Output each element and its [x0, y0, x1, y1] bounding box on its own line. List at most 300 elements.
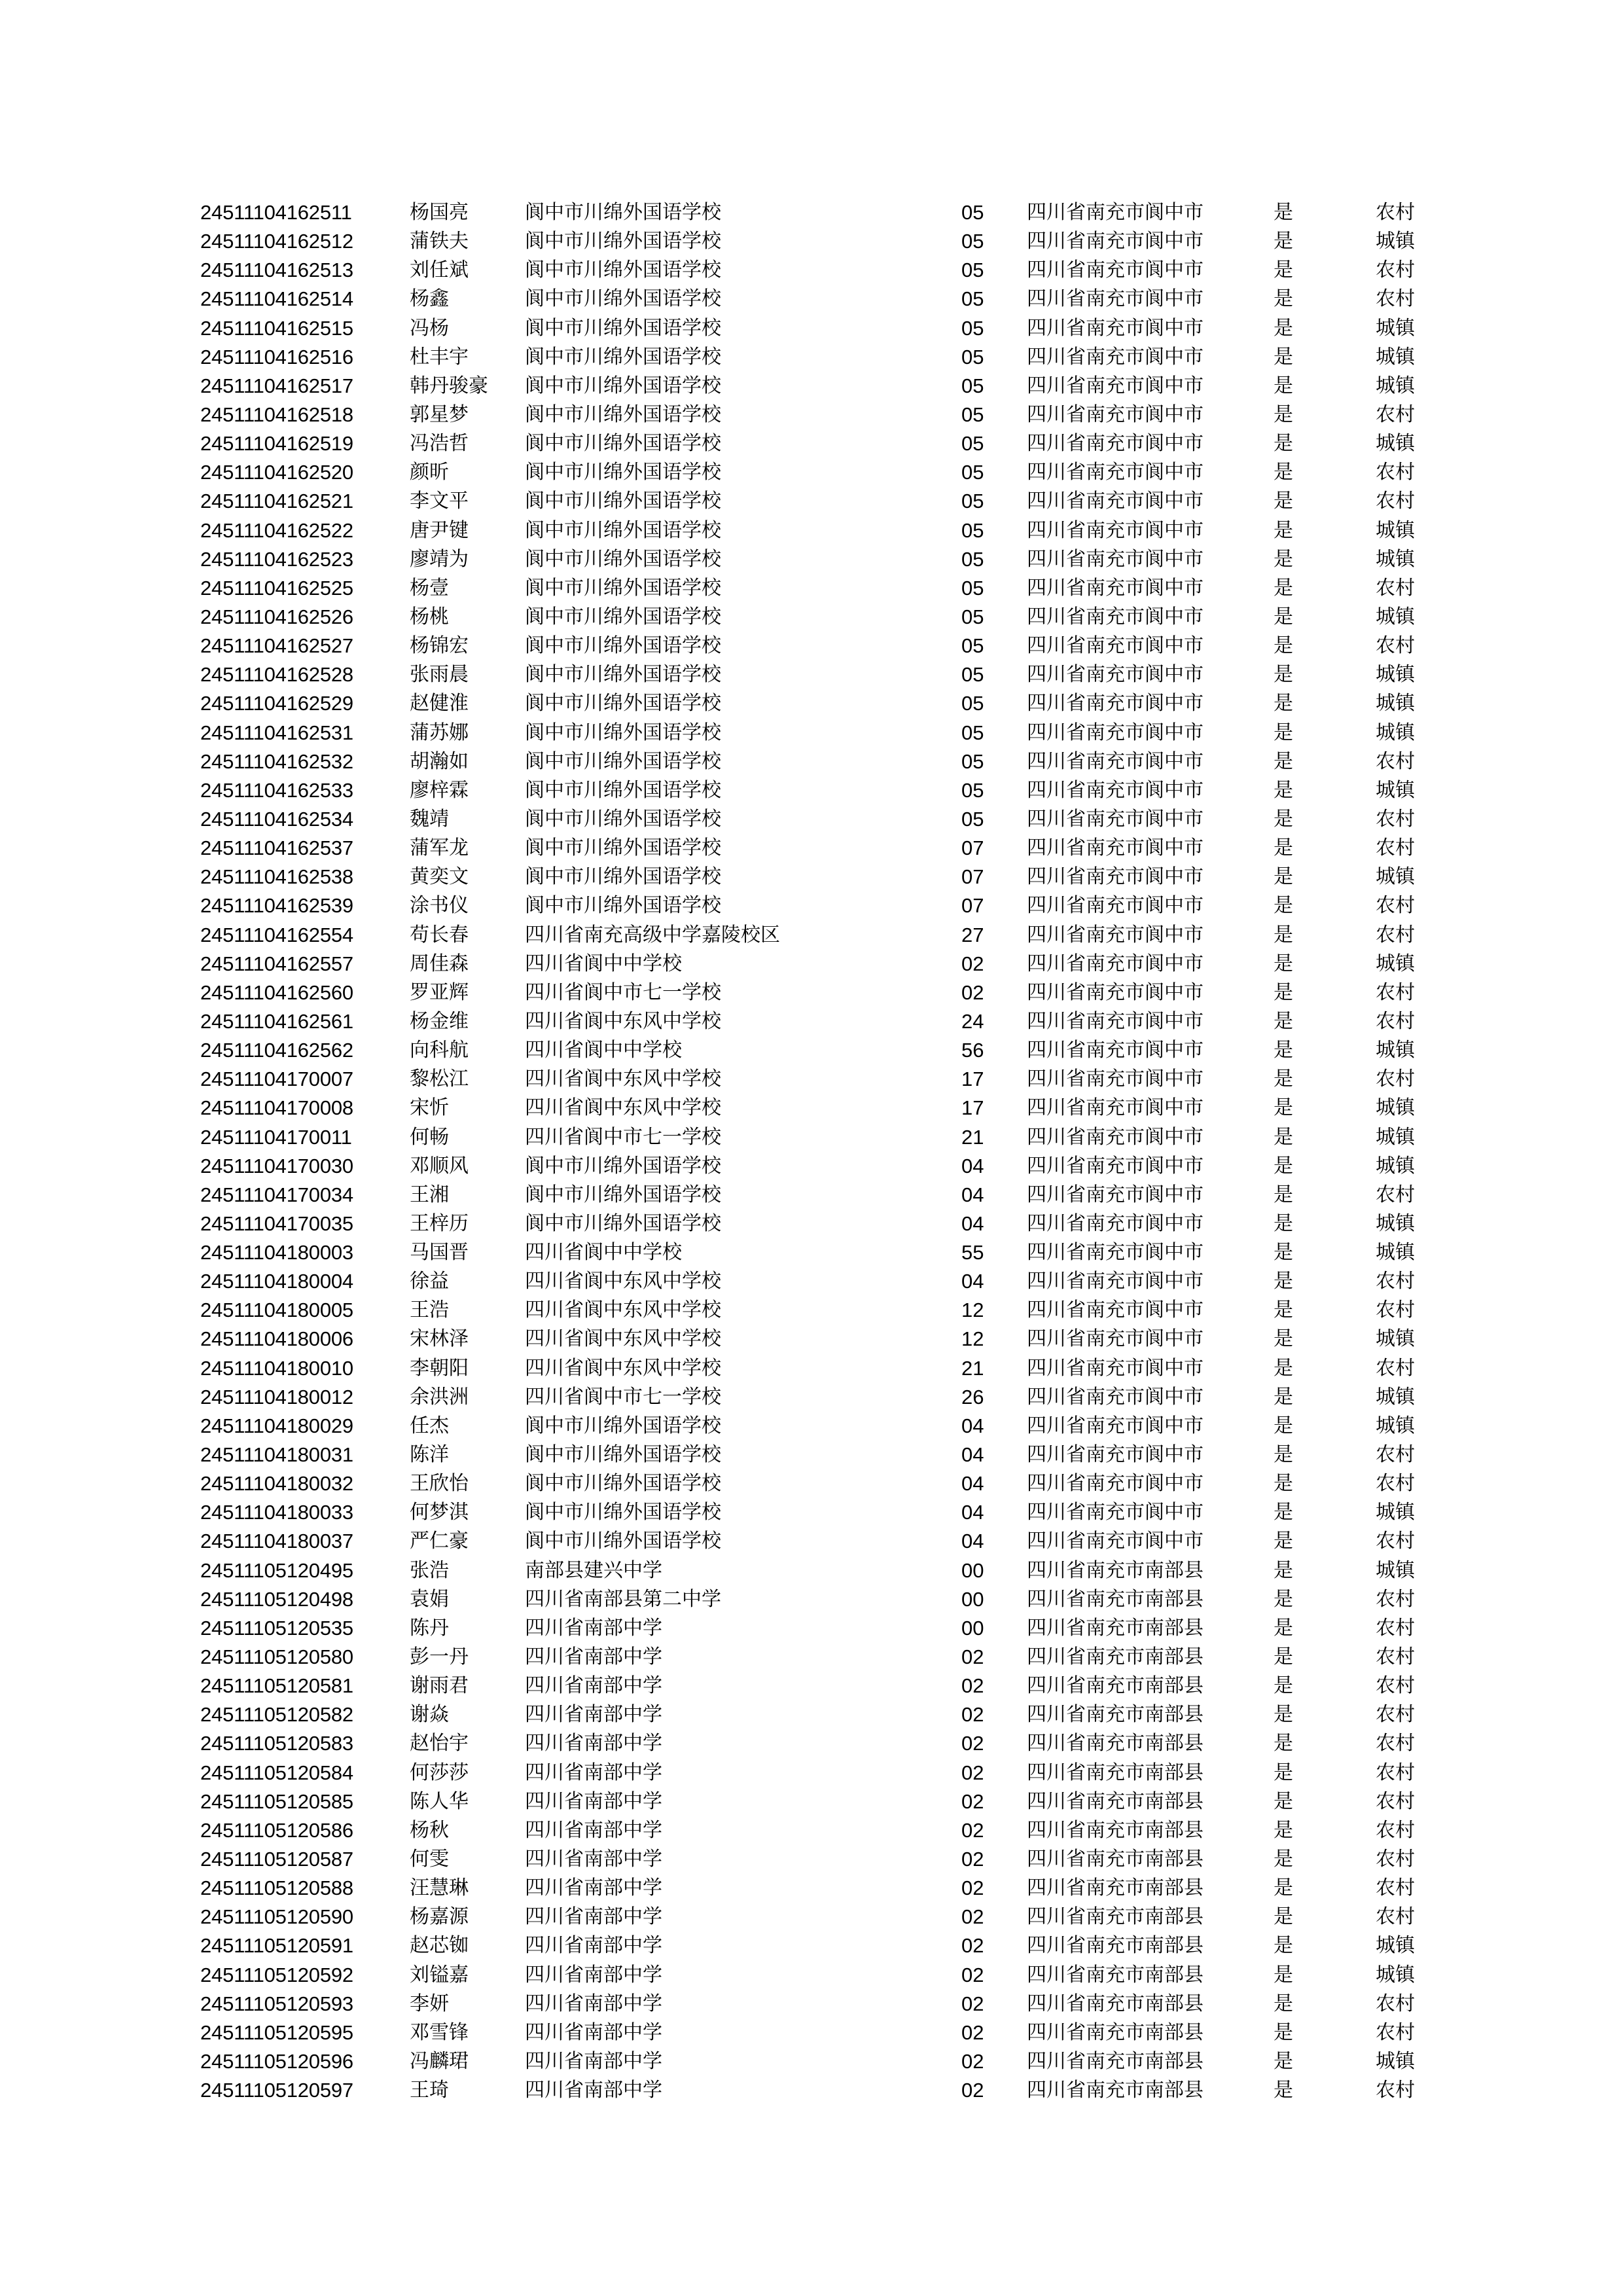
region-cell: 四川省南充市阆中市: [1027, 518, 1204, 542]
exam-number-cell: 24511104180004: [200, 1270, 353, 1293]
region-cell: 四川省南充市阆中市: [1027, 980, 1204, 1004]
region-cell: 四川省南充市阆中市: [1027, 316, 1204, 340]
class-code-cell: 05: [961, 576, 984, 600]
region-cell: 四川省南充市南部县: [1027, 1876, 1204, 1900]
household-type-cell: 城镇: [1376, 1501, 1415, 1524]
eligibility-flag-cell: 是: [1274, 1848, 1293, 1871]
student-name-cell: 胡瀚如: [410, 749, 469, 773]
household-type-cell: 农村: [1376, 1818, 1415, 1842]
class-code-cell: 12: [961, 1299, 984, 1322]
school-name-cell: 阆中市川绵外国语学校: [525, 518, 721, 542]
exam-number-cell: 24511104170011: [200, 1125, 352, 1149]
table-row: [200, 545, 1444, 574]
exam-number-cell: 24511104162533: [200, 778, 353, 802]
student-name-cell: 宋林泽: [410, 1327, 469, 1351]
table-row: [200, 1585, 1444, 1614]
region-cell: 四川省南充市阆中市: [1027, 576, 1204, 600]
student-name-cell: 李朝阳: [410, 1356, 469, 1380]
eligibility-flag-cell: 是: [1274, 1241, 1293, 1265]
exam-number-cell: 24511104162523: [200, 547, 353, 571]
region-cell: 四川省南充市阆中市: [1027, 461, 1204, 484]
region-cell: 四川省南充市阆中市: [1027, 1414, 1204, 1437]
class-code-cell: 07: [961, 836, 984, 860]
student-name-cell: 苟长春: [410, 923, 469, 946]
household-type-cell: 城镇: [1376, 605, 1415, 628]
household-type-cell: 农村: [1376, 1674, 1415, 1698]
region-cell: 四川省南充市南部县: [1027, 1905, 1204, 1929]
exam-number-cell: 24511105120591: [200, 1934, 353, 1958]
exam-number-cell: 24511104170007: [200, 1067, 353, 1091]
class-code-cell: 02: [961, 1848, 984, 1871]
table-row: [200, 1961, 1444, 1990]
student-name-cell: 廖梓霖: [410, 778, 469, 802]
class-code-cell: 21: [961, 1125, 984, 1149]
region-cell: 四川省南充市阆中市: [1027, 230, 1204, 253]
class-code-cell: 00: [961, 1616, 984, 1640]
household-type-cell: 城镇: [1376, 316, 1415, 340]
household-type-cell: 农村: [1376, 2020, 1415, 2044]
student-name-cell: 黄奕文: [410, 865, 469, 889]
school-name-cell: 四川省阆中市七一学校: [525, 1125, 721, 1149]
class-code-cell: 05: [961, 287, 984, 311]
class-code-cell: 05: [961, 692, 984, 715]
table-row: [200, 891, 1444, 920]
region-cell: 四川省南充市阆中市: [1027, 1327, 1204, 1351]
class-code-cell: 02: [961, 1876, 984, 1900]
household-type-cell: 农村: [1376, 980, 1415, 1004]
exam-number-cell: 24511104170030: [200, 1154, 353, 1177]
household-type-cell: 农村: [1376, 2079, 1415, 2102]
eligibility-flag-cell: 是: [1274, 1789, 1293, 1813]
table-row: [200, 603, 1444, 632]
table-row: [200, 1527, 1444, 1556]
table-row: [200, 1498, 1444, 1527]
student-name-cell: 蒲军龙: [410, 836, 469, 860]
class-code-cell: 02: [961, 1818, 984, 1842]
student-name-cell: 彭一丹: [410, 1645, 469, 1669]
class-code-cell: 26: [961, 1385, 984, 1408]
student-name-cell: 邓雪锋: [410, 2020, 469, 2044]
region-cell: 四川省南充市南部县: [1027, 1761, 1204, 1784]
region-cell: 四川省南充市阆中市: [1027, 1154, 1204, 1177]
table-row: [200, 1729, 1444, 1758]
class-code-cell: 04: [961, 1211, 984, 1235]
household-type-cell: 农村: [1376, 836, 1415, 860]
class-code-cell: 05: [961, 403, 984, 426]
eligibility-flag-cell: 是: [1274, 663, 1293, 687]
class-code-cell: 05: [961, 807, 984, 831]
student-name-cell: 宋忻: [410, 1096, 449, 1120]
exam-number-cell: 24511105120593: [200, 1992, 353, 2015]
school-name-cell: 阆中市川绵外国语学校: [525, 865, 721, 889]
student-name-cell: 杜丰宇: [410, 345, 469, 368]
student-name-cell: 颜昕: [410, 461, 449, 484]
eligibility-flag-cell: 是: [1274, 2079, 1293, 2102]
student-name-cell: 袁娟: [410, 1587, 449, 1611]
eligibility-flag-cell: 是: [1274, 807, 1293, 831]
household-type-cell: 城镇: [1376, 1963, 1415, 1986]
household-type-cell: 农村: [1376, 634, 1415, 658]
exam-number-cell: 24511104180037: [200, 1530, 353, 1553]
school-name-cell: 四川省南部中学: [525, 1616, 662, 1640]
school-name-cell: 四川省南部中学: [525, 1963, 662, 1986]
region-cell: 四川省南充市阆中市: [1027, 1385, 1204, 1408]
exam-number-cell: 24511105120581: [200, 1674, 353, 1698]
household-type-cell: 农村: [1376, 1848, 1415, 1871]
student-name-cell: 李文平: [410, 490, 469, 513]
table-row: [200, 689, 1444, 718]
household-type-cell: 农村: [1376, 259, 1415, 282]
household-type-cell: 城镇: [1376, 1327, 1415, 1351]
school-name-cell: 四川省南部中学: [525, 1761, 662, 1784]
household-type-cell: 城镇: [1376, 778, 1415, 802]
class-code-cell: 02: [961, 1732, 984, 1755]
school-name-cell: 四川省南部中学: [525, 1818, 662, 1842]
table-row: [200, 1296, 1444, 1325]
class-code-cell: 04: [961, 1183, 984, 1206]
school-name-cell: 四川省阆中东风中学校: [525, 1009, 721, 1033]
region-cell: 四川省南充市阆中市: [1027, 345, 1204, 368]
household-type-cell: 农村: [1376, 1183, 1415, 1206]
region-cell: 四川省南充市阆中市: [1027, 1299, 1204, 1322]
eligibility-flag-cell: 是: [1274, 518, 1293, 542]
household-type-cell: 城镇: [1376, 1125, 1415, 1149]
eligibility-flag-cell: 是: [1274, 1125, 1293, 1149]
household-type-cell: 城镇: [1376, 1154, 1415, 1177]
table-row: [200, 458, 1444, 487]
school-name-cell: 阆中市川绵外国语学校: [525, 432, 721, 456]
table-row: [200, 1787, 1444, 1816]
table-row: [200, 516, 1444, 545]
student-name-cell: 黎松江: [410, 1067, 469, 1091]
student-name-cell: 赵健淮: [410, 692, 469, 715]
exam-number-cell: 24511104180029: [200, 1414, 353, 1437]
class-code-cell: 05: [961, 201, 984, 224]
household-type-cell: 农村: [1376, 1761, 1415, 1784]
region-cell: 四川省南充市南部县: [1027, 1703, 1204, 1727]
class-code-cell: 05: [961, 721, 984, 744]
class-code-cell: 02: [961, 1761, 984, 1784]
table-row: [200, 198, 1444, 227]
class-code-cell: 05: [961, 259, 984, 282]
student-name-cell: 严仁豪: [410, 1530, 469, 1553]
school-name-cell: 四川省南部中学: [525, 1789, 662, 1813]
exam-number-cell: 24511104162560: [200, 980, 353, 1004]
class-code-cell: 02: [961, 1674, 984, 1698]
class-code-cell: 00: [961, 1587, 984, 1611]
household-type-cell: 农村: [1376, 1732, 1415, 1755]
region-cell: 四川省南充市南部县: [1027, 1848, 1204, 1871]
table-row: [200, 776, 1444, 805]
school-name-cell: 四川省南部中学: [525, 1645, 662, 1669]
student-name-cell: 冯杨: [410, 316, 449, 340]
school-name-cell: 四川省南部中学: [525, 1992, 662, 2015]
eligibility-flag-cell: 是: [1274, 1732, 1293, 1755]
region-cell: 四川省南充市南部县: [1027, 2079, 1204, 2102]
household-type-cell: 农村: [1376, 1876, 1415, 1900]
region-cell: 四川省南充市阆中市: [1027, 1356, 1204, 1380]
school-name-cell: 阆中市川绵外国语学校: [525, 605, 721, 628]
exam-number-cell: 24511104162511: [200, 201, 352, 224]
region-cell: 四川省南充市阆中市: [1027, 807, 1204, 831]
table-row: [200, 1441, 1444, 1469]
class-code-cell: 05: [961, 345, 984, 368]
exam-number-cell: 24511104180010: [200, 1356, 353, 1380]
table-row: [200, 1643, 1444, 1672]
student-name-cell: 何莎莎: [410, 1761, 469, 1784]
school-name-cell: 阆中市川绵外国语学校: [525, 287, 721, 311]
school-name-cell: 阆中市川绵外国语学校: [525, 807, 721, 831]
table-row: [200, 1065, 1444, 1094]
region-cell: 四川省南充市阆中市: [1027, 1096, 1204, 1120]
school-name-cell: 四川省阆中市七一学校: [525, 1385, 721, 1408]
school-name-cell: 阆中市川绵外国语学校: [525, 634, 721, 658]
table-row: [200, 256, 1444, 285]
student-name-cell: 王湘: [410, 1183, 449, 1206]
exam-number-cell: 24511105120592: [200, 1963, 353, 1986]
eligibility-flag-cell: 是: [1274, 1299, 1293, 1322]
student-name-cell: 王浩: [410, 1299, 449, 1322]
exam-number-cell: 24511104162519: [200, 432, 353, 456]
school-name-cell: 阆中市川绵外国语学校: [525, 749, 721, 773]
household-type-cell: 农村: [1376, 1703, 1415, 1727]
eligibility-flag-cell: 是: [1274, 1385, 1293, 1408]
eligibility-flag-cell: 是: [1274, 576, 1293, 600]
household-type-cell: 农村: [1376, 1645, 1415, 1669]
school-name-cell: 阆中市川绵外国语学校: [525, 1211, 721, 1235]
exam-number-cell: 24511104162525: [200, 576, 353, 600]
household-type-cell: 农村: [1376, 201, 1415, 224]
exam-number-cell: 24511104162518: [200, 403, 353, 426]
eligibility-flag-cell: 是: [1274, 1183, 1293, 1206]
student-name-cell: 邓顺风: [410, 1154, 469, 1177]
eligibility-flag-cell: 是: [1274, 980, 1293, 1004]
exam-number-cell: 24511104170008: [200, 1096, 353, 1120]
school-name-cell: 阆中市川绵外国语学校: [525, 721, 721, 744]
region-cell: 四川省南充市阆中市: [1027, 1270, 1204, 1293]
region-cell: 四川省南充市南部县: [1027, 1934, 1204, 1958]
region-cell: 四川省南充市阆中市: [1027, 1241, 1204, 1265]
household-type-cell: 城镇: [1376, 1211, 1415, 1235]
school-name-cell: 四川省南部中学: [525, 1848, 662, 1871]
table-row: [200, 1007, 1444, 1036]
class-code-cell: 05: [961, 663, 984, 687]
eligibility-flag-cell: 是: [1274, 1703, 1293, 1727]
school-name-cell: 阆中市川绵外国语学校: [525, 345, 721, 368]
household-type-cell: 城镇: [1376, 1558, 1415, 1582]
table-row: [200, 1210, 1444, 1238]
region-cell: 四川省南充市阆中市: [1027, 778, 1204, 802]
school-name-cell: 阆中市川绵外国语学校: [525, 1530, 721, 1553]
student-name-cell: 周佳森: [410, 952, 469, 975]
region-cell: 四川省南充市南部县: [1027, 1616, 1204, 1640]
class-code-cell: 02: [961, 1963, 984, 1986]
region-cell: 四川省南充市阆中市: [1027, 547, 1204, 571]
school-name-cell: 四川省南部中学: [525, 2050, 662, 2073]
eligibility-flag-cell: 是: [1274, 490, 1293, 513]
student-name-cell: 杨嘉源: [410, 1905, 469, 1929]
table-row: [200, 1614, 1444, 1643]
household-type-cell: 农村: [1376, 749, 1415, 773]
region-cell: 四川省南充市阆中市: [1027, 1530, 1204, 1553]
household-type-cell: 城镇: [1376, 345, 1415, 368]
student-name-cell: 陈洋: [410, 1443, 449, 1467]
table-row: [200, 1700, 1444, 1729]
region-cell: 四川省南充市阆中市: [1027, 432, 1204, 456]
region-cell: 四川省南充市阆中市: [1027, 1183, 1204, 1206]
region-cell: 四川省南充市阆中市: [1027, 923, 1204, 946]
class-code-cell: 05: [961, 605, 984, 628]
household-type-cell: 农村: [1376, 894, 1415, 918]
school-name-cell: 四川省南部中学: [525, 2020, 662, 2044]
household-type-cell: 农村: [1376, 1992, 1415, 2015]
eligibility-flag-cell: 是: [1274, 1558, 1293, 1582]
household-type-cell: 农村: [1376, 1905, 1415, 1929]
student-name-cell: 王琦: [410, 2079, 449, 2102]
region-cell: 四川省南充市阆中市: [1027, 749, 1204, 773]
table-row: [200, 1036, 1444, 1065]
eligibility-flag-cell: 是: [1274, 2020, 1293, 2044]
student-name-cell: 廖靖为: [410, 547, 469, 571]
school-name-cell: 阆中市川绵外国语学校: [525, 1154, 721, 1177]
school-name-cell: 阆中市川绵外国语学校: [525, 403, 721, 426]
region-cell: 四川省南充市南部县: [1027, 1674, 1204, 1698]
student-name-cell: 何梦淇: [410, 1501, 469, 1524]
eligibility-flag-cell: 是: [1274, 201, 1293, 224]
table-row: [200, 921, 1444, 950]
exam-number-cell: 24511105120590: [200, 1905, 353, 1929]
household-type-cell: 城镇: [1376, 865, 1415, 889]
region-cell: 四川省南充市南部县: [1027, 1645, 1204, 1669]
student-name-cell: 刘镒嘉: [410, 1963, 469, 1986]
class-code-cell: 05: [961, 461, 984, 484]
exam-number-cell: 24511105120583: [200, 1732, 353, 1755]
eligibility-flag-cell: 是: [1274, 1818, 1293, 1842]
region-cell: 四川省南充市阆中市: [1027, 1211, 1204, 1235]
eligibility-flag-cell: 是: [1274, 2050, 1293, 2073]
class-code-cell: 17: [961, 1096, 984, 1120]
table-row: [200, 1816, 1444, 1845]
table-row: [200, 1267, 1444, 1296]
class-code-cell: 04: [961, 1443, 984, 1467]
exam-number-cell: 24511104162512: [200, 230, 353, 253]
eligibility-flag-cell: 是: [1274, 1154, 1293, 1177]
table-row: [200, 1874, 1444, 1903]
region-cell: 四川省南充市阆中市: [1027, 836, 1204, 860]
household-type-cell: 农村: [1376, 1587, 1415, 1611]
class-code-cell: 02: [961, 2050, 984, 2073]
table-row: [200, 1556, 1444, 1585]
table-row: [200, 2018, 1444, 2047]
student-name-cell: 张浩: [410, 1558, 449, 1582]
exam-number-cell: 24511104180005: [200, 1299, 353, 1322]
region-cell: 四川省南充市阆中市: [1027, 865, 1204, 889]
table-row: [200, 632, 1444, 660]
eligibility-flag-cell: 是: [1274, 1530, 1293, 1553]
exam-number-cell: 24511105120597: [200, 2079, 353, 2102]
class-code-cell: 55: [961, 1241, 984, 1265]
exam-number-cell: 24511105120587: [200, 1848, 353, 1871]
exam-number-cell: 24511104162520: [200, 461, 353, 484]
household-type-cell: 农村: [1376, 1616, 1415, 1640]
student-name-cell: 杨国亮: [410, 201, 469, 224]
household-type-cell: 城镇: [1376, 1039, 1415, 1062]
table-row: [200, 1412, 1444, 1441]
class-code-cell: 05: [961, 432, 984, 456]
school-name-cell: 四川省阆中东风中学校: [525, 1356, 721, 1380]
exam-number-cell: 24511105120596: [200, 2050, 353, 2073]
exam-number-cell: 24511105120582: [200, 1703, 353, 1727]
exam-number-cell: 24511104162521: [200, 490, 353, 513]
class-code-cell: 12: [961, 1327, 984, 1351]
eligibility-flag-cell: 是: [1274, 836, 1293, 860]
exam-number-cell: 24511104180012: [200, 1385, 353, 1408]
student-name-cell: 向科航: [410, 1039, 469, 1062]
eligibility-flag-cell: 是: [1274, 952, 1293, 975]
student-name-cell: 杨秋: [410, 1818, 449, 1842]
table-row: [200, 343, 1444, 372]
exam-number-cell: 24511104180032: [200, 1472, 353, 1496]
table-row: [200, 285, 1444, 314]
class-code-cell: 05: [961, 374, 984, 397]
eligibility-flag-cell: 是: [1274, 894, 1293, 918]
student-name-cell: 杨鑫: [410, 287, 449, 311]
region-cell: 四川省南充市阆中市: [1027, 634, 1204, 658]
table-row: [200, 401, 1444, 429]
class-code-cell: 05: [961, 230, 984, 253]
exam-number-cell: 24511104162561: [200, 1009, 353, 1033]
class-code-cell: 02: [961, 1789, 984, 1813]
household-type-cell: 城镇: [1376, 1096, 1415, 1120]
class-code-cell: 02: [961, 1905, 984, 1929]
student-name-cell: 张雨晨: [410, 663, 469, 687]
school-name-cell: 阆中市川绵外国语学校: [525, 1472, 721, 1496]
school-name-cell: 四川省阆中东风中学校: [525, 1327, 721, 1351]
table-row: [200, 950, 1444, 978]
eligibility-flag-cell: 是: [1274, 1645, 1293, 1669]
student-list-table: [200, 198, 1444, 2105]
school-name-cell: 阆中市川绵外国语学校: [525, 1183, 721, 1206]
household-type-cell: 农村: [1376, 490, 1415, 513]
table-row: [200, 1238, 1444, 1267]
table-row: [200, 719, 1444, 747]
household-type-cell: 农村: [1376, 1299, 1415, 1322]
student-name-cell: 赵芯铷: [410, 1934, 469, 1958]
class-code-cell: 02: [961, 2020, 984, 2044]
household-type-cell: 城镇: [1376, 374, 1415, 397]
table-row: [200, 660, 1444, 689]
eligibility-flag-cell: 是: [1274, 287, 1293, 311]
class-code-cell: 05: [961, 749, 984, 773]
school-name-cell: 阆中市川绵外国语学校: [525, 1501, 721, 1524]
table-row: [200, 1903, 1444, 1931]
eligibility-flag-cell: 是: [1274, 1963, 1293, 1986]
eligibility-flag-cell: 是: [1274, 1327, 1293, 1351]
class-code-cell: 05: [961, 490, 984, 513]
school-name-cell: 阆中市川绵外国语学校: [525, 1443, 721, 1467]
student-name-cell: 韩丹骏豪: [410, 374, 488, 397]
region-cell: 四川省南充市阆中市: [1027, 287, 1204, 311]
eligibility-flag-cell: 是: [1274, 1876, 1293, 1900]
class-code-cell: 04: [961, 1530, 984, 1553]
student-name-cell: 罗亚辉: [410, 980, 469, 1004]
household-type-cell: 城镇: [1376, 721, 1415, 744]
class-code-cell: 02: [961, 1934, 984, 1958]
region-cell: 四川省南充市南部县: [1027, 1558, 1204, 1582]
exam-number-cell: 24511104162515: [200, 316, 353, 340]
class-code-cell: 02: [961, 2079, 984, 2102]
school-name-cell: 阆中市川绵外国语学校: [525, 836, 721, 860]
